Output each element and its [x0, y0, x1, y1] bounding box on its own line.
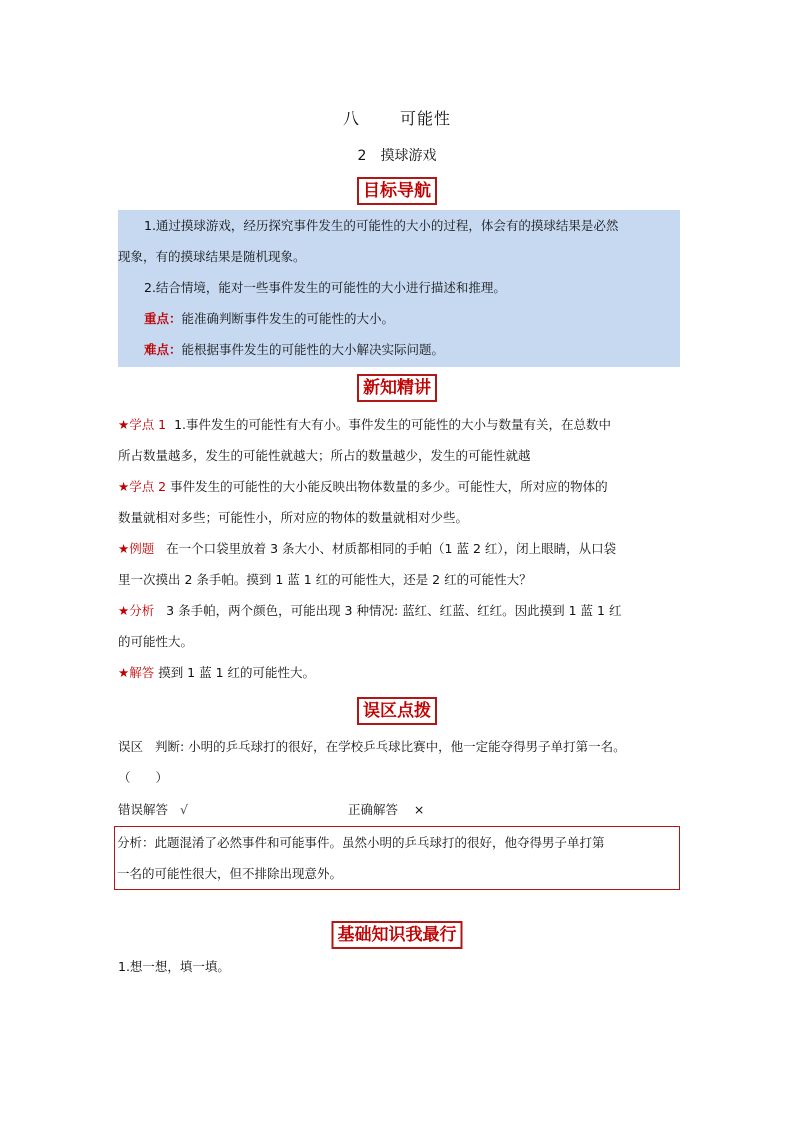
- answer-text: 摸到 1 蓝 1 红的可能性大。: [158, 665, 316, 680]
- analysis: [118, 595, 682, 626]
- answer-label: ★解答: [118, 665, 155, 680]
- lesson-title: 摸球游戏: [380, 148, 437, 164]
- example-line-2: 里一次摸出 2 条手帕。摸到 1 蓝 1 红的可能性大，还是 2 红的可能性大？: [118, 572, 532, 587]
- lesson-heading: [0, 145, 794, 165]
- point-1-label: ★学点 1: [118, 417, 167, 432]
- difficult-point-text: 能根据事件发生的可能性的大小解决实际问题。: [181, 342, 445, 357]
- right-answer: [348, 800, 424, 818]
- mistake-blank: （ ）: [118, 770, 169, 785]
- point-2: [118, 471, 682, 502]
- point-1-line-2: 所占数量越多，发生的可能性就越大；所占的数量越少，发生的可能性就越: [118, 448, 531, 463]
- point-1: [118, 409, 682, 440]
- mistake-question-text: 判断: 小明的乒乓球打的很好，在学校乒乓球比赛中，他一定能夺得男子单打第一名。: [154, 739, 626, 754]
- point-2-line-2: 数量就相对多些；可能性小，所对应的物体的数量就相对少些。: [118, 510, 469, 525]
- mistake-section: [118, 731, 682, 793]
- key-point-text: 能准确判断事件发生的可能性的大小。: [181, 311, 395, 326]
- goal-item-1: 1.通过摸球游戏，经历探究事件发生的可能性的大小的过程，体会有的摸球结果是必然: [144, 218, 619, 233]
- key-point: [118, 303, 680, 334]
- wrong-answer-label: 错误解答: [118, 802, 169, 817]
- section-title-new-knowledge: 新知精讲: [357, 374, 437, 402]
- mistake-label: 误区: [118, 739, 144, 754]
- goals-panel: [118, 210, 680, 367]
- example-line-1: 在一个口袋里放着 3 条大小、材质都相同的手帕（1 蓝 2 红），闭上眼睛，从口袋: [166, 541, 617, 556]
- analysis-label: ★分析: [118, 603, 155, 618]
- exercise-section: [118, 951, 682, 982]
- difficult-point-label: 难点：: [144, 342, 182, 357]
- point-2-label: ★学点 2: [118, 479, 167, 494]
- example-label: ★例题: [118, 541, 155, 556]
- goal-item-1-continued: 现象，有的摸球结果是随机现象。: [118, 249, 306, 264]
- right-answer-label: 正确解答: [348, 802, 399, 817]
- chapter-title: 可能性: [400, 109, 452, 128]
- answer: [118, 657, 682, 688]
- section-title-basic: 基础知识我最行: [332, 921, 463, 949]
- mistake-analysis-line-1: 分析：此题混淆了必然事件和可能事件。虽然小明的乒乓球打的很好，他夺得男子单打第: [117, 835, 605, 850]
- exercise-question-1: 1.想一想，填一填。: [118, 959, 230, 974]
- analysis-line-1: 3 条手帕，两个颜色，可能出现 3 种情况: 蓝红、红蓝、红红。因此摸到 1 蓝 1 红: [166, 603, 622, 618]
- key-point-label: 重点：: [144, 311, 182, 326]
- point-1-line-1: 1.事件发生的可能性有大有小。事件发生的可能性的大小与数量有关，在总数中: [174, 417, 612, 432]
- example: [118, 533, 682, 564]
- chapter-heading: [0, 106, 794, 129]
- mistake-analysis-box: [114, 826, 680, 890]
- chapter-number: 八: [342, 109, 360, 128]
- section-title-goals: 目标导航: [357, 177, 437, 205]
- mistake-question: [118, 731, 682, 762]
- check-mark-icon: √: [179, 802, 188, 817]
- point-2-line-1: 事件发生的可能性的大小能反映出物体数量的多少。可能性大，所对应的物体的: [170, 479, 608, 494]
- difficult-point: [118, 334, 680, 365]
- wrong-answer: [118, 800, 188, 818]
- knowledge-section: [118, 409, 682, 688]
- mistake-analysis-line-2: 一名的可能性很大，但不排除出现意外。: [117, 866, 343, 881]
- goal-item-2: 2.结合情境，能对一些事件发生的可能性的大小进行描述和推理。: [144, 280, 506, 295]
- analysis-line-2: 的可能性大。: [118, 634, 194, 649]
- cross-mark-icon: ×: [413, 802, 425, 817]
- section-title-mistakes: 误区点拨: [357, 697, 437, 725]
- lesson-number: 2: [357, 148, 367, 164]
